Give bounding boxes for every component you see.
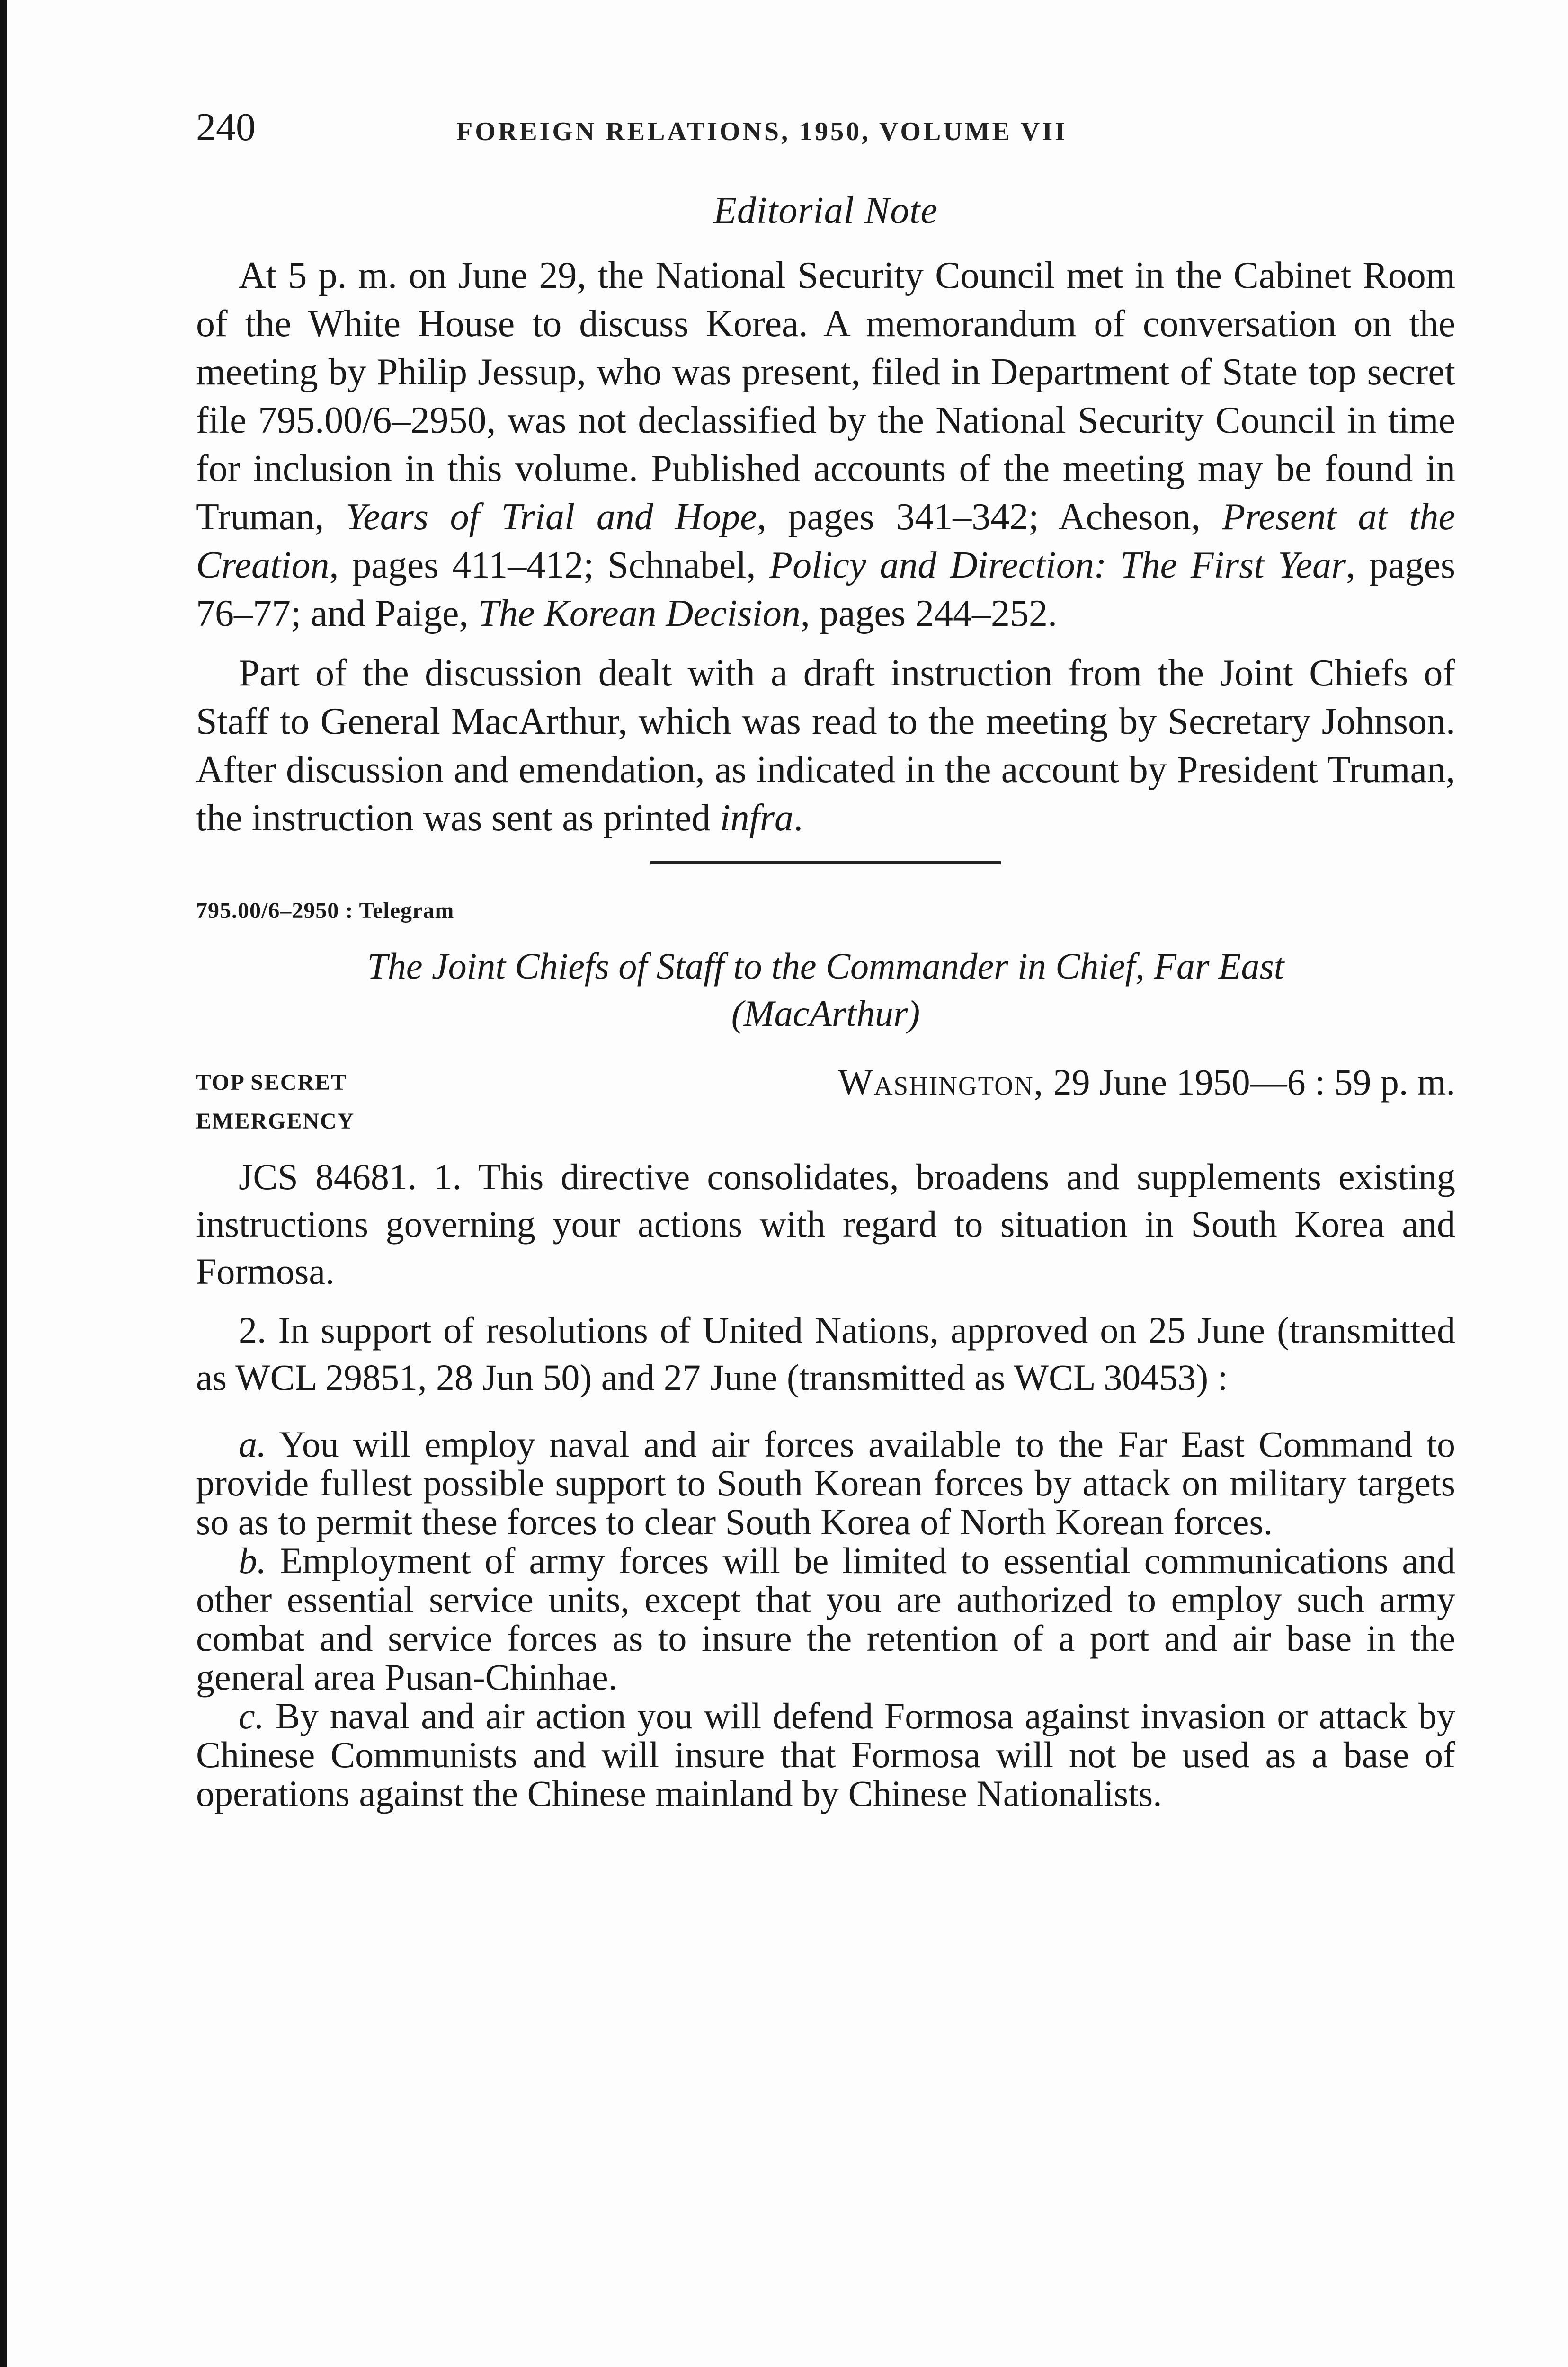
item-label: a. [239,1424,267,1465]
item-label: c. [239,1695,265,1736]
dateline-place: Washington, [838,1061,1044,1103]
page-number: 240 [196,105,256,149]
editorial-note-paragraph-1: At 5 p. m. on June 29, the National Security Council met in the Cabinet Room of the White House to discuss Korea. A memorandum of conversation on the meeting by Philip Jessup, who was present, filed in Department of State top secret file 795.00/6–2950, was not declassified by the National Security Council in time for inclusion in this volume. Published accounts of the meeting may be found in Truman, Years of Trial and Hope, pages 341–342; Acheson, Present at the Creation, pages 411–412; Schnabel, Policy and Direction: The First Year, pages 76–77; and Paige, The Korean Decision, pages 244–252. [196,255,1456,634]
document-title-line-2: (MacArthur) [731,993,920,1034]
telegram-item-b: b. Employment of army forces will be limited to essential communications and other essential service units, except that you are authorized to employ such army combat and service forces as to insure the retention of a port and air base in the general area Pusan-Chinhae. [196,1540,1455,1698]
telegram-paragraph-1: JCS 84681. 1. This directive consolidates, broadens and supplements existing instructions governing your actions with regard to situation in South Korea and Formosa. [196,1156,1455,1292]
classification-label: TOP SECRET [196,1070,347,1095]
page-content [196,189,1455,1813]
handling-label: EMERGENCY [196,1109,355,1134]
document-meta-row [196,1061,1455,1108]
running-head: FOREIGN RELATIONS, 1950, VOLUME VII [456,117,1068,146]
telegram-item-c: c. By naval and air action you will defend Formosa against invasion or attack by Chinese Communists and will insure that Formosa will not be used as a base of operations against the Chinese mainland by Chinese Nationalists. [196,1695,1455,1814]
page-header [196,95,1455,156]
dateline [838,1061,1455,1103]
document-reference: 795.00/6–2950 : Telegram [196,898,454,923]
document-title-line-1: The Joint Chiefs of Staff to the Commander in Chief, Far East [367,945,1284,987]
editorial-note-title: Editorial Note [713,190,938,231]
document-title [196,943,1455,1037]
telegram-item-a: a. You will employ naval and air forces available to the Far East Command to provide fullest possible support to South Korean forces by attack on military targets so as to permit these forces to clear South Korea of North Korean forces. [196,1424,1455,1542]
book-title: The Korean Decision [478,593,801,634]
item-label: b. [239,1540,267,1581]
telegram-paragraph-2: 2. In support of resolutions of United Nations, approved on 25 June (transmitted as WCL 29851, 28 Jun 50) and 27 June (transmitted as WCL 30453) : [196,1309,1455,1398]
infra-word: infra [720,797,794,839]
book-title: Policy and Direction: The First Year [769,544,1346,586]
book-title: Present at the Creation [196,496,1456,586]
editorial-note-paragraph-2: Part of the discussion dealt with a draft instruction from the Joint Chiefs of Staff to General MacArthur, which was read to the meeting by Secretary Johnson. After discussion and emendation, as indicated in the account by President Truman, the instruction was sent as printed infra. [196,652,1455,839]
section-divider [650,861,1001,864]
dateline-time: 29 June 1950—6 : 59 p. m. [1044,1061,1455,1103]
book-title: Years of Trial and Hope [346,496,757,538]
